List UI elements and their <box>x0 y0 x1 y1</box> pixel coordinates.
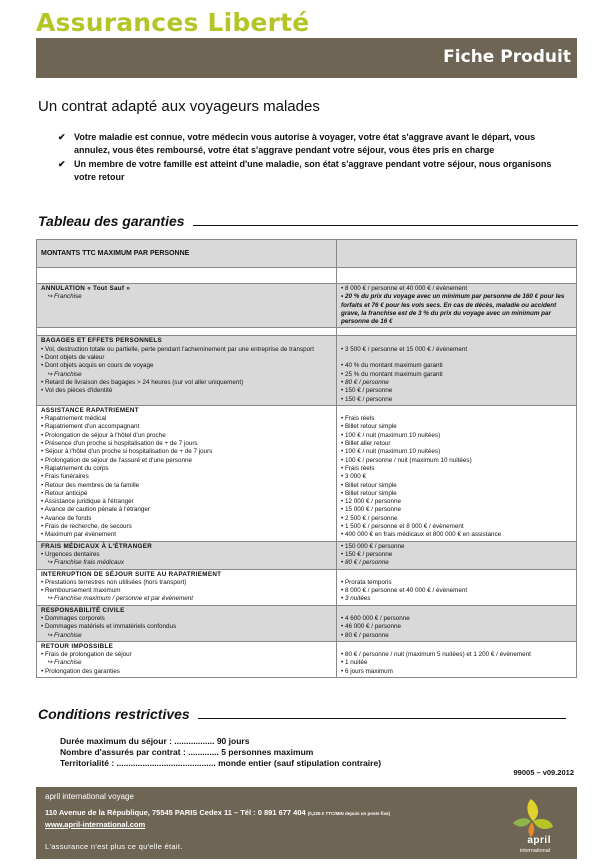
row-label: • Dont objets de valeur <box>41 354 105 362</box>
row-label: ↪ Franchise <box>47 293 82 301</box>
group-title: FRAIS MÉDICAUX À L'ÉTRANGER <box>41 542 153 550</box>
row-label: • Rapatriement d'un accompagnant <box>41 423 140 431</box>
bullet-item <box>58 158 568 183</box>
brand-title: Assurances Liberté <box>36 8 310 37</box>
row-label: • Dommages corporels <box>41 614 105 622</box>
brand-bar <box>36 38 577 78</box>
row-value: • Billet aller retour <box>341 440 391 448</box>
row-value: • 80 € / personne / nuit (maximum 5 nuitées) et 1 200 € / évènement <box>341 651 531 659</box>
condition-item: Durée maximum du séjour : ................. 90 jours <box>60 736 250 746</box>
checkmark-icon: ✔ <box>58 132 66 142</box>
row-value: • Billet retour simple <box>341 481 397 489</box>
section-title-text: Tableau des garanties <box>38 213 185 229</box>
row-value: • 1 500 € / personne et 8 000 € / évènement <box>341 523 464 531</box>
row-value: • 100 € / personne / nuit (maximum 10 nuitées) <box>341 456 472 464</box>
table-row-assistance <box>37 406 576 542</box>
group-title: RESPONSABILITÉ CIVILE <box>41 606 125 614</box>
guarantees-table <box>36 239 577 678</box>
footer-brandline: april international voyage <box>45 792 134 801</box>
row-label: • Prolongation de séjour à l'hôtel d'un proche <box>41 431 166 439</box>
section-title-text: Conditions restrictives <box>38 706 190 722</box>
row-label: • Prolongation de séjour de l'assuré et d'une personne <box>41 456 192 464</box>
row-value: • Frais réels <box>341 415 375 423</box>
table-row-responsabilite <box>37 606 576 642</box>
row-label: • Présence d'un proche si hospitalisation de + de 7 jours <box>41 440 198 448</box>
row-value: • 400 000 € en frais médicaux et 800 000 € en assistance <box>341 531 502 539</box>
group-title: ANNULATION « Tout Sauf » <box>41 285 131 292</box>
row-label: • Prestations terrestres non utilisées (hors transport) <box>41 578 187 586</box>
table-row-annulation <box>37 284 576 328</box>
row-value: • 20 % du prix du voyage avec un minimum par personne de 160 € pour les forfaits et 76 € pour les vols secs. En cas de décès, maladie ou accident grave, la franchise est de 3 % du prix du voyage avec un minimum par personne de 16 € <box>341 293 565 326</box>
row-value: • 150 € / personne <box>341 387 393 395</box>
row-value: • Billet retour simple <box>341 489 397 497</box>
row-value: • 150 € / personne <box>341 395 393 403</box>
intro-bullets <box>58 131 568 185</box>
headline: Un contrat adapté aux voyageurs malades <box>38 98 320 115</box>
table-spacer <box>37 268 576 284</box>
row-label: • Rapatriement du corps <box>41 464 109 472</box>
bullet-text: Votre maladie est connue, votre médecin vous autorise à voyager, votre état s'aggrave avant le départ, vous annulez, vous êtes remboursé, votre état s'aggrave pendant votre séjour, vous êtes pris en charge <box>74 132 536 155</box>
row-label: • Maximum par évènement <box>41 531 117 539</box>
table-header-row <box>37 240 576 268</box>
row-value: • 12 000 € / personne <box>341 498 401 506</box>
table-row-interruption <box>37 570 576 606</box>
row-value: • 8 000 € / personne et 40 000 € / évènement <box>341 587 468 595</box>
group-title: RETOUR IMPOSSIBLE <box>41 642 114 650</box>
row-label: • Rapatriement médical <box>41 415 107 423</box>
row-label: • Frais de recherche, de secours <box>41 523 132 531</box>
row-value: • 15 000 € / personne <box>341 506 401 514</box>
row-label: • Retard de livraison des bagages > 24 heures (sur vol aller uniquement) <box>41 378 244 386</box>
row-value: • 80 € / personne <box>341 631 389 639</box>
row-value: • Frais réels <box>341 464 375 472</box>
row-value: • 1 nuitée <box>341 659 368 667</box>
group-title: INTERRUPTION DE SÉJOUR SUITE AU RAPATRIEMENT <box>41 570 222 578</box>
row-label: • Urgences dentaires <box>41 550 100 558</box>
row-value: • 6 jours maximum <box>341 667 393 675</box>
website-link[interactable]: www.april-international.com <box>45 820 146 829</box>
table-header: MONTANTS TTC MAXIMUM PAR PERSONNE <box>37 240 337 267</box>
row-value: • Billet retour simple <box>341 423 397 431</box>
table-spacer <box>37 328 576 336</box>
row-label: ↪ Franchise <box>47 659 82 667</box>
row-label: • Dommages matériels et immatériels confondus <box>41 623 177 631</box>
footer-address: 110 Avenue de la République, 75545 PARIS Cedex 11 – Tél : 0 891 677 404 (0,225 € TTC/MIN depuis un poste fixe) <box>45 808 391 817</box>
row-value: • 150 € / personne <box>341 550 393 558</box>
row-label: • Avance de fonds <box>41 514 92 522</box>
section-rule <box>198 718 566 719</box>
april-logo-icon <box>505 795 557 855</box>
row-value: • 40 % du montant maximum garanti <box>341 362 443 370</box>
row-label: • Remboursement maximum <box>41 587 121 595</box>
group-title: ASSISTANCE RAPATRIEMENT <box>41 406 139 414</box>
row-value: • 3 000 € <box>341 473 366 481</box>
table-row-retour <box>37 642 576 677</box>
table-row-bagages <box>37 336 576 405</box>
row-label: • Avance de caution pénale à l'étranger <box>41 506 151 514</box>
conditions-list <box>60 736 381 769</box>
group-title: BAGAGES ET EFFETS PERSONNELS <box>41 337 163 345</box>
row-label: ↪ Franchise maximum / personne et par évènement <box>47 595 193 603</box>
condition-item: Territorialité : .......................................... monde entier (sauf stipulation contraire) <box>60 758 382 768</box>
logo-word: april <box>527 835 551 846</box>
row-label: ↪ Franchise <box>47 370 82 378</box>
footer-slogan: L'assurance n'est plus ce qu'elle était. <box>45 842 183 851</box>
document-reference: 99005 – v09.2012 <box>513 768 574 777</box>
condition-item: Nombre d'assurés par contrat : ............. 5 personnes maximum <box>60 747 314 757</box>
row-value: • 80 € / personne <box>341 559 389 567</box>
bullet-item <box>58 131 568 156</box>
row-label: • Séjour à l'hôtel d'un proche si hospitalisation de + de 7 jours <box>41 448 213 456</box>
row-value: • 100 € / nuit (maximum 10 nuitées) <box>341 448 441 456</box>
row-label: • Dont objets acquis en cours de voyage <box>41 362 154 370</box>
checkmark-icon: ✔ <box>58 159 66 169</box>
table-row-frais-medicaux <box>37 542 576 570</box>
row-label: • Assistance juridique à l'étranger <box>41 498 134 506</box>
row-value: • 25 % du montant maximum garanti <box>341 370 443 378</box>
row-label: • Prolongation des garanties <box>41 667 120 675</box>
row-value: • 150 000 € / personne <box>341 542 405 550</box>
row-label: • Vol des pièces d'identité <box>41 387 113 395</box>
product-label: Fiche Produit <box>443 47 571 67</box>
row-label: ↪ Franchise frais médicaux <box>47 559 125 567</box>
row-label: • Frais funéraires <box>41 473 89 481</box>
row-value: • 80 € / personne <box>341 378 389 386</box>
row-value: • 4 600 000 € / personne <box>341 614 410 622</box>
row-value: • 2 500 € / personne <box>341 514 398 522</box>
row-label: • Frais de prolongation de séjour <box>41 651 132 659</box>
logo-sub: international <box>520 848 550 854</box>
row-label: ↪ Franchise <box>47 631 82 639</box>
row-label: • Retour des membres de la famille <box>41 481 140 489</box>
row-value: • 3 500 € / personne et 15 000 € / évènement <box>341 345 468 353</box>
footer <box>36 787 577 859</box>
row-value: • 100 € / nuit (maximum 10 nuitées) <box>341 431 441 439</box>
section-title-garanties <box>38 213 578 229</box>
row-label: • Retour anticipé <box>41 489 88 497</box>
bullet-text: Un membre de votre famille est atteint d'une maladie, son état s'aggrave pendant votre séjour, nous organisons votre retour <box>74 159 552 182</box>
row-value: • 3 nuitées <box>341 595 371 603</box>
row-label: • Vol, destruction totale ou partielle, perte pendant l'acheminement par une entreprise de transport <box>41 345 314 353</box>
row-value: • 8 000 € / personne et 40 000 € / évènement <box>341 285 468 292</box>
section-title-conditions <box>38 706 566 722</box>
row-value: • 46 000 € / personne <box>341 623 401 631</box>
section-rule <box>193 225 578 226</box>
row-value: • Prorata temporis <box>341 578 392 586</box>
